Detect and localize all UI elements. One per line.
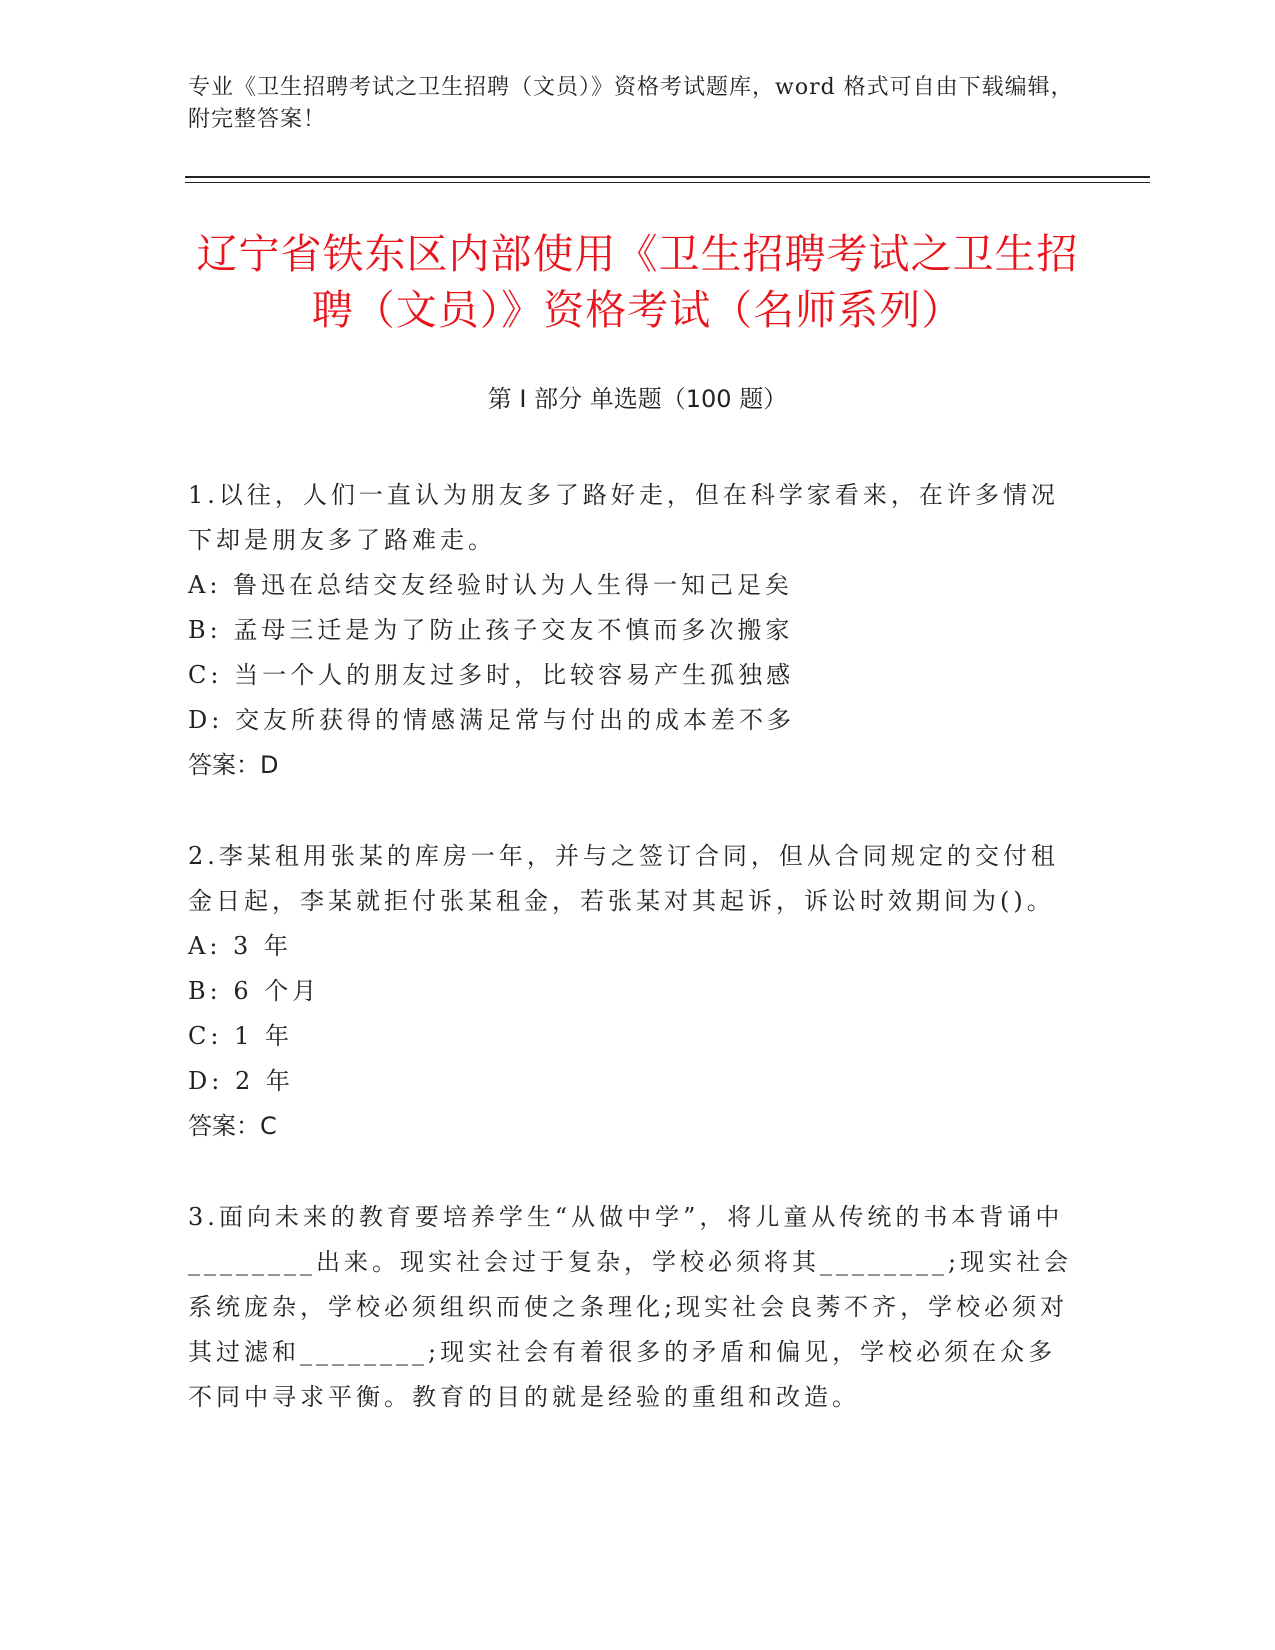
header-note: 专业《卫生招聘考试之卫生招聘（文员）》资格考试题库，word 格式可自由下载编辑，附完整答案！ bbox=[188, 75, 1074, 132]
option-b: B: 6 个月 bbox=[188, 977, 321, 1005]
option-b: B: 孟母三迁是为了防止孩子交友不慎而多次搬家 bbox=[188, 616, 794, 644]
option-c: C: 1 年 bbox=[188, 1022, 293, 1050]
option-c: C: 当一个人的朋友过多时，比较容易产生孤独感 bbox=[188, 661, 795, 689]
question-text: 1.以往，人们一直认为朋友多了路好走，但在科学家看来，在许多情况下却是朋友多了路难走。 bbox=[188, 481, 1059, 554]
question-list bbox=[188, 473, 1073, 1466]
answer-line: 答案：C bbox=[188, 1112, 277, 1140]
document-title: 辽宁省铁东区内部使用《卫生招聘考试之卫生招聘（文员）》资格考试（名师系列） bbox=[196, 230, 1079, 334]
option-a: A: 3 年 bbox=[188, 932, 292, 960]
question-1 bbox=[188, 473, 1073, 788]
question-text: 3.面向未来的教育要培养学生“从做中学”，将儿童从传统的书本背诵中________出来。现实社会过于复杂，学校必须将其________;现实社会系统庞杂，学校必须组织而使之条理化;现实社会良莠不齐，学校必须对其过滤和________;现实社会有着很多的矛盾和偏见，学校必须在众多不同中寻求平衡。教育的目的就是经验的重组和改造。 bbox=[188, 1203, 1073, 1411]
answer-line: 答案：D bbox=[188, 751, 279, 779]
header-divider-thin bbox=[185, 182, 1150, 183]
question-text: 2.李某租用张某的库房一年，并与之签订合同，但从合同规定的交付租金日起，李某就拒付张某租金，若张某对其起诉，诉讼时效期间为()。 bbox=[188, 842, 1059, 915]
option-d: D: 交友所获得的情感满足常与付出的成本差不多 bbox=[188, 706, 795, 734]
question-2 bbox=[188, 834, 1073, 1149]
section-title: 第 I 部分 单选题（100 题） bbox=[487, 385, 788, 413]
question-3 bbox=[188, 1195, 1073, 1420]
header-divider bbox=[185, 176, 1150, 178]
option-a: A: 鲁迅在总结交友经验时认为人生得一知己足矣 bbox=[188, 571, 794, 599]
option-d: D: 2 年 bbox=[188, 1067, 294, 1095]
